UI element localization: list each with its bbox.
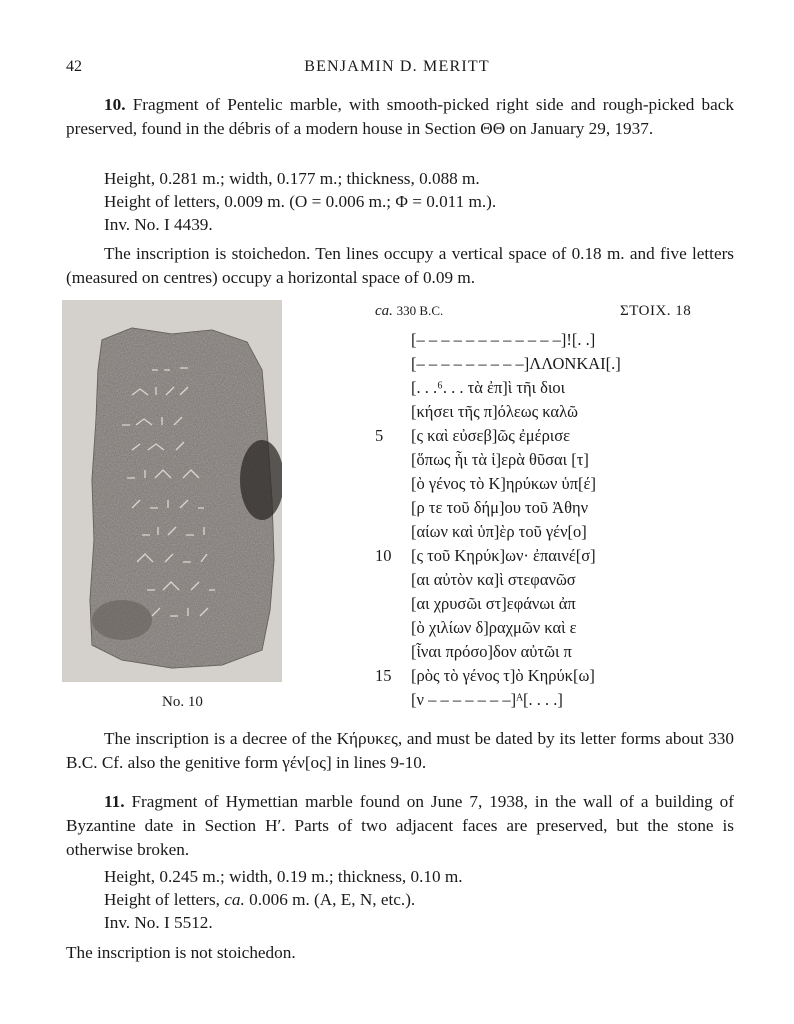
inscription-line bbox=[375, 520, 715, 544]
line-text: [. . .⁶. . . τὰ ἐπ]ὶ τῆι διοι bbox=[411, 378, 566, 397]
line-text: [ς καὶ εὐσεβ]ῶς ἐμέρισε bbox=[411, 426, 571, 445]
inscription-line bbox=[375, 544, 715, 568]
line-text: [ἶναι πρόσο]δον αὐτῶι π bbox=[411, 642, 572, 661]
entry-11-description bbox=[66, 790, 734, 862]
line-text: [ὅπως ἧι τὰ ἱ]ερὰ θῦσαι [τ] bbox=[411, 450, 589, 469]
entry-10-inventory: Inv. No. I 4439. bbox=[104, 215, 213, 234]
line-text: [αι χρυσῶι στ]εφάνωι ἀπ bbox=[411, 594, 576, 613]
inscription-line bbox=[375, 424, 715, 448]
entry-10-commentary: The inscription is a decree of the Κήρυκες, and must be dated by its letter forms about 330 B.C. Cf. also the genitive form γέν[ος] in lines 9-10. bbox=[66, 729, 734, 772]
line-text: [ς τοῦ Κηρύκ]ων· ἐπαινέ[σ] bbox=[411, 546, 596, 565]
line-text: [αι αὐτὸν κα]ὶ στεφανῶσ bbox=[411, 570, 576, 589]
entry-10-description bbox=[66, 93, 734, 141]
inscription-line bbox=[375, 640, 715, 664]
letter-height-value: 0.006 m. bbox=[249, 890, 310, 909]
inscription-line bbox=[375, 664, 715, 688]
inscription-line bbox=[375, 688, 715, 712]
inscription-line bbox=[375, 472, 715, 496]
entry-10-dimensions: Height, 0.281 m.; width, 0.177 m.; thickness, 0.088 m. bbox=[104, 169, 480, 188]
inscription-line bbox=[375, 496, 715, 520]
photo-caption: No. 10 bbox=[162, 694, 203, 710]
entry-11-note: The inscription is not stoichedon. bbox=[66, 943, 296, 962]
line-text: [ρ τε τοῦ δήμ]ου τοῦ Ἀθην bbox=[411, 498, 589, 517]
letter-height-examples: (Α, Ε, Ν, etc.). bbox=[314, 890, 416, 909]
letter-height-ca: ca. bbox=[224, 890, 245, 909]
entry-11-inventory: Inv. No. I 5512. bbox=[104, 913, 213, 932]
inscription-line bbox=[375, 328, 715, 352]
entry-10-stoichedon-note: The inscription is stoichedon. Ten lines occupy a vertical space of 0.18 m. and five letters (measured on centres) occupy a horizontal space of 0.09 m. bbox=[66, 244, 734, 287]
page-number: 42 bbox=[66, 58, 82, 75]
running-head: BENJAMIN D. MERITT bbox=[304, 58, 490, 75]
line-text: [– – – – – – – – –]ΛΛΟΝΚΑΙ[.] bbox=[411, 354, 621, 373]
inscription-line bbox=[375, 376, 715, 400]
letter-height-prefix: Height of letters, bbox=[104, 890, 220, 909]
inscription-date bbox=[375, 303, 443, 320]
line-text: [ὸ γένος τὸ Κ]ηρύκων ὑπ[έ] bbox=[411, 474, 596, 493]
entry-10-number: 10. bbox=[104, 95, 126, 114]
inscription-text bbox=[375, 328, 715, 712]
inscription-date-prefix: ca. bbox=[375, 303, 393, 319]
inscription-line bbox=[375, 352, 715, 376]
entry-11-dimensions: Height, 0.245 m.; width, 0.19 m.; thickness, 0.10 m. bbox=[104, 867, 463, 886]
entry-10-description-text: Fragment of Pentelic marble, with smooth-picked right side and rough-picked back preserved, found in the débris of a modern house in Section ΘΘ on January 29, 1937. bbox=[66, 95, 734, 138]
line-number: 5 bbox=[375, 426, 384, 445]
inscription-date-value: 330 B.C. bbox=[396, 303, 444, 318]
inscription-line bbox=[375, 568, 715, 592]
line-number: 10 bbox=[375, 546, 392, 565]
stoichedon-count: ΣΤΟΙΧ. 18 bbox=[620, 303, 692, 319]
line-number: 15 bbox=[375, 666, 392, 685]
inscription-line bbox=[375, 616, 715, 640]
inscription-line bbox=[375, 448, 715, 472]
entry-11-description-text: Fragment of Hymettian marble found on June 7, 1938, in the wall of a building of Byzantine date in Section Η′. Parts of two adjacent faces are preserved, but the stone is otherwise broken. bbox=[66, 792, 734, 859]
line-text: [– – – – – – – – – – – –]![. .] bbox=[411, 330, 596, 349]
entry-11-number: 11. bbox=[104, 792, 125, 811]
line-text: [αίων καὶ ὑπ]ὲρ τοῦ γέν[ο] bbox=[411, 522, 587, 541]
inscription-line bbox=[375, 400, 715, 424]
line-text: [ν – – – – – – –]ᴬ[. . . .] bbox=[411, 690, 563, 709]
inscription-line bbox=[375, 592, 715, 616]
entry-11-letter-height bbox=[104, 888, 415, 911]
entry-10-letter-height: Height of letters, 0.009 m. (O = 0.006 m.; Φ = 0.011 m.). bbox=[104, 192, 497, 211]
stone-fragment-image bbox=[62, 300, 282, 682]
line-text: [ρὸς τὸ γένος τ]ὸ Κηρύκ[ω] bbox=[411, 666, 595, 685]
line-text: [κήσει τῆς π]όλεως καλῶ bbox=[411, 402, 578, 421]
stone-photograph bbox=[62, 300, 282, 682]
line-text: [ὸ χιλίων δ]ραχμῶν καὶ ε bbox=[411, 618, 577, 637]
